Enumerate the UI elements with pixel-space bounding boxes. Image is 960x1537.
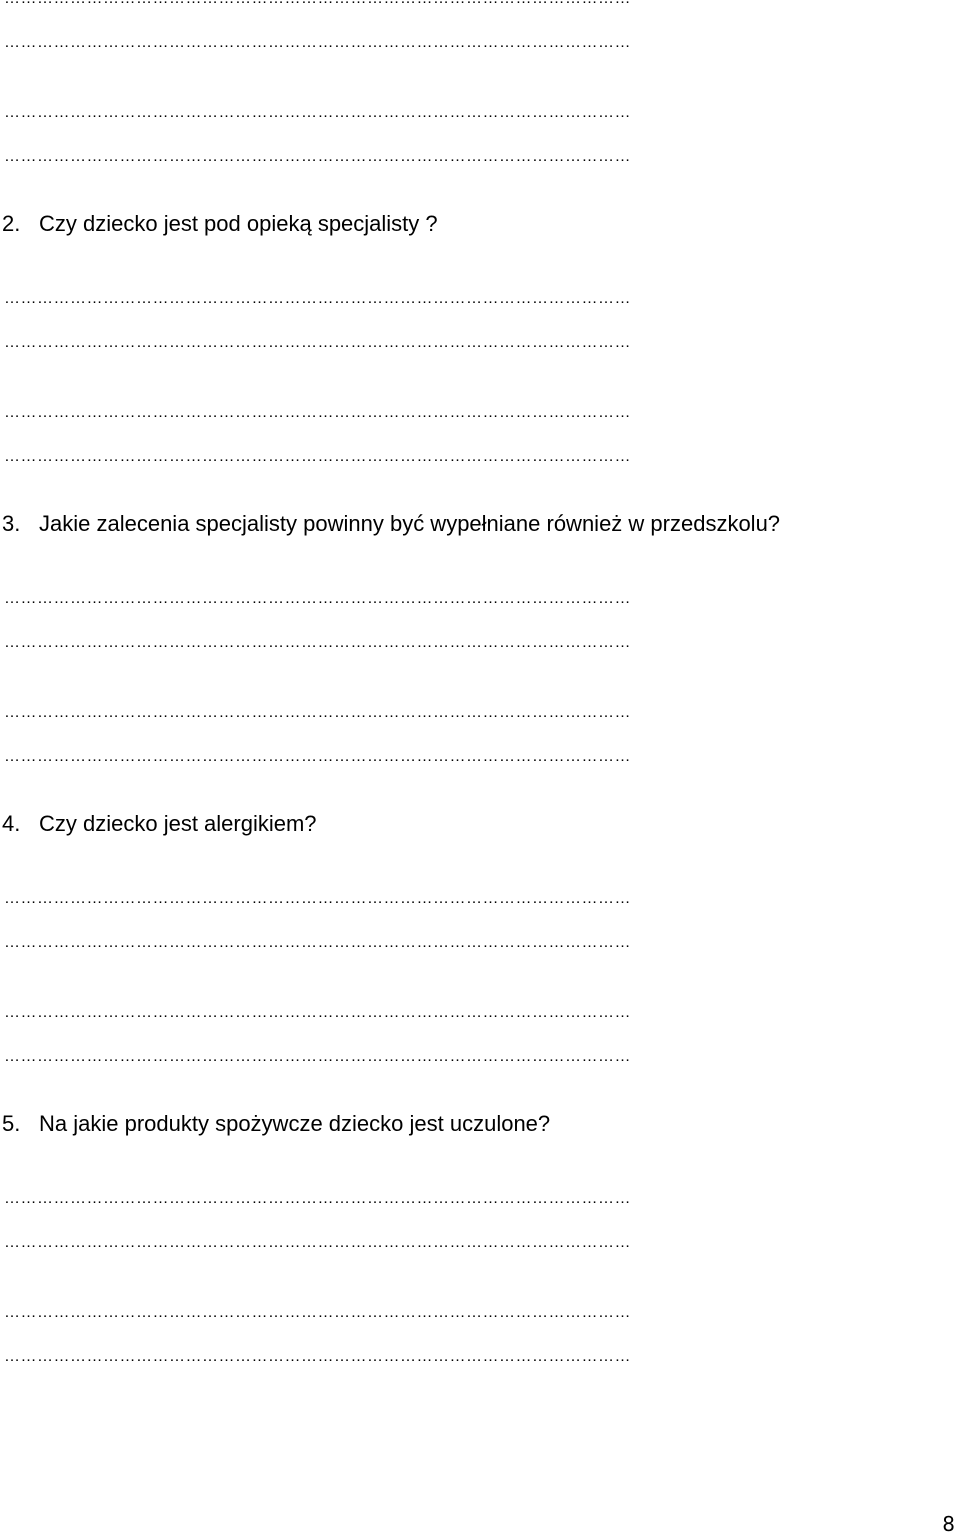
question-text: Czy dziecko jest alergikiem? <box>39 811 317 836</box>
answer-line: …………………………………………………………………………………………………… <box>4 1304 631 1321</box>
question-text: Jakie zalecenia specjalisty powinny być wypełniane również w przedszkolu? <box>39 511 781 536</box>
page-number: 8 <box>942 1512 955 1536</box>
answer-line: …………………………………………………………………………………………………… <box>4 1048 631 1065</box>
answer-line: …………………………………………………………………………………………………… <box>4 704 631 721</box>
answer-line: …………………………………………………………………………………………………… <box>4 1348 631 1365</box>
answer-line: …………………………………………………………………………………………………… <box>4 448 631 465</box>
question-number: 2. <box>2 211 21 236</box>
question-text: Czy dziecko jest pod opieką specjalisty ? <box>39 211 438 236</box>
answer-line: …………………………………………………………………………………………………… <box>4 104 631 121</box>
answer-line: …………………………………………………………………………………………………… <box>4 404 631 421</box>
question-number: 4. <box>2 811 21 836</box>
question-3 <box>2 511 780 537</box>
answer-line <box>4 0 940 10</box>
question-5 <box>2 1111 550 1137</box>
question-text: Na jakie produkty spożywcze dziecko jest uczulone? <box>39 1111 551 1136</box>
question-4 <box>2 811 317 837</box>
answer-line: …………………………………………………………………………………………………… <box>4 34 631 51</box>
answer-line: …………………………………………………………………………………………………… <box>4 148 631 165</box>
answer-line: …………………………………………………………………………………………………… <box>4 1234 631 1251</box>
answer-line: …………………………………………………………………………………………………… <box>4 748 631 765</box>
question-number: 5. <box>2 1111 21 1136</box>
answer-line: …………………………………………………………………………………………………… <box>4 1190 631 1207</box>
answer-line: …………………………………………………………………………………………………… <box>4 590 631 607</box>
answer-line: …………………………………………………………………………………………………… <box>4 334 631 351</box>
question-2 <box>2 211 438 237</box>
answer-line: …………………………………………………………………………………………………… <box>4 890 631 907</box>
question-number: 3. <box>2 511 21 536</box>
answer-line: …………………………………………………………………………………………………… <box>4 634 631 651</box>
answer-line: …………………………………………………………………………………………………… <box>4 934 631 951</box>
answer-line: …………………………………………………………………………………………………… <box>4 290 631 307</box>
answer-line: …………………………………………………………………………………………………… <box>4 1004 631 1021</box>
